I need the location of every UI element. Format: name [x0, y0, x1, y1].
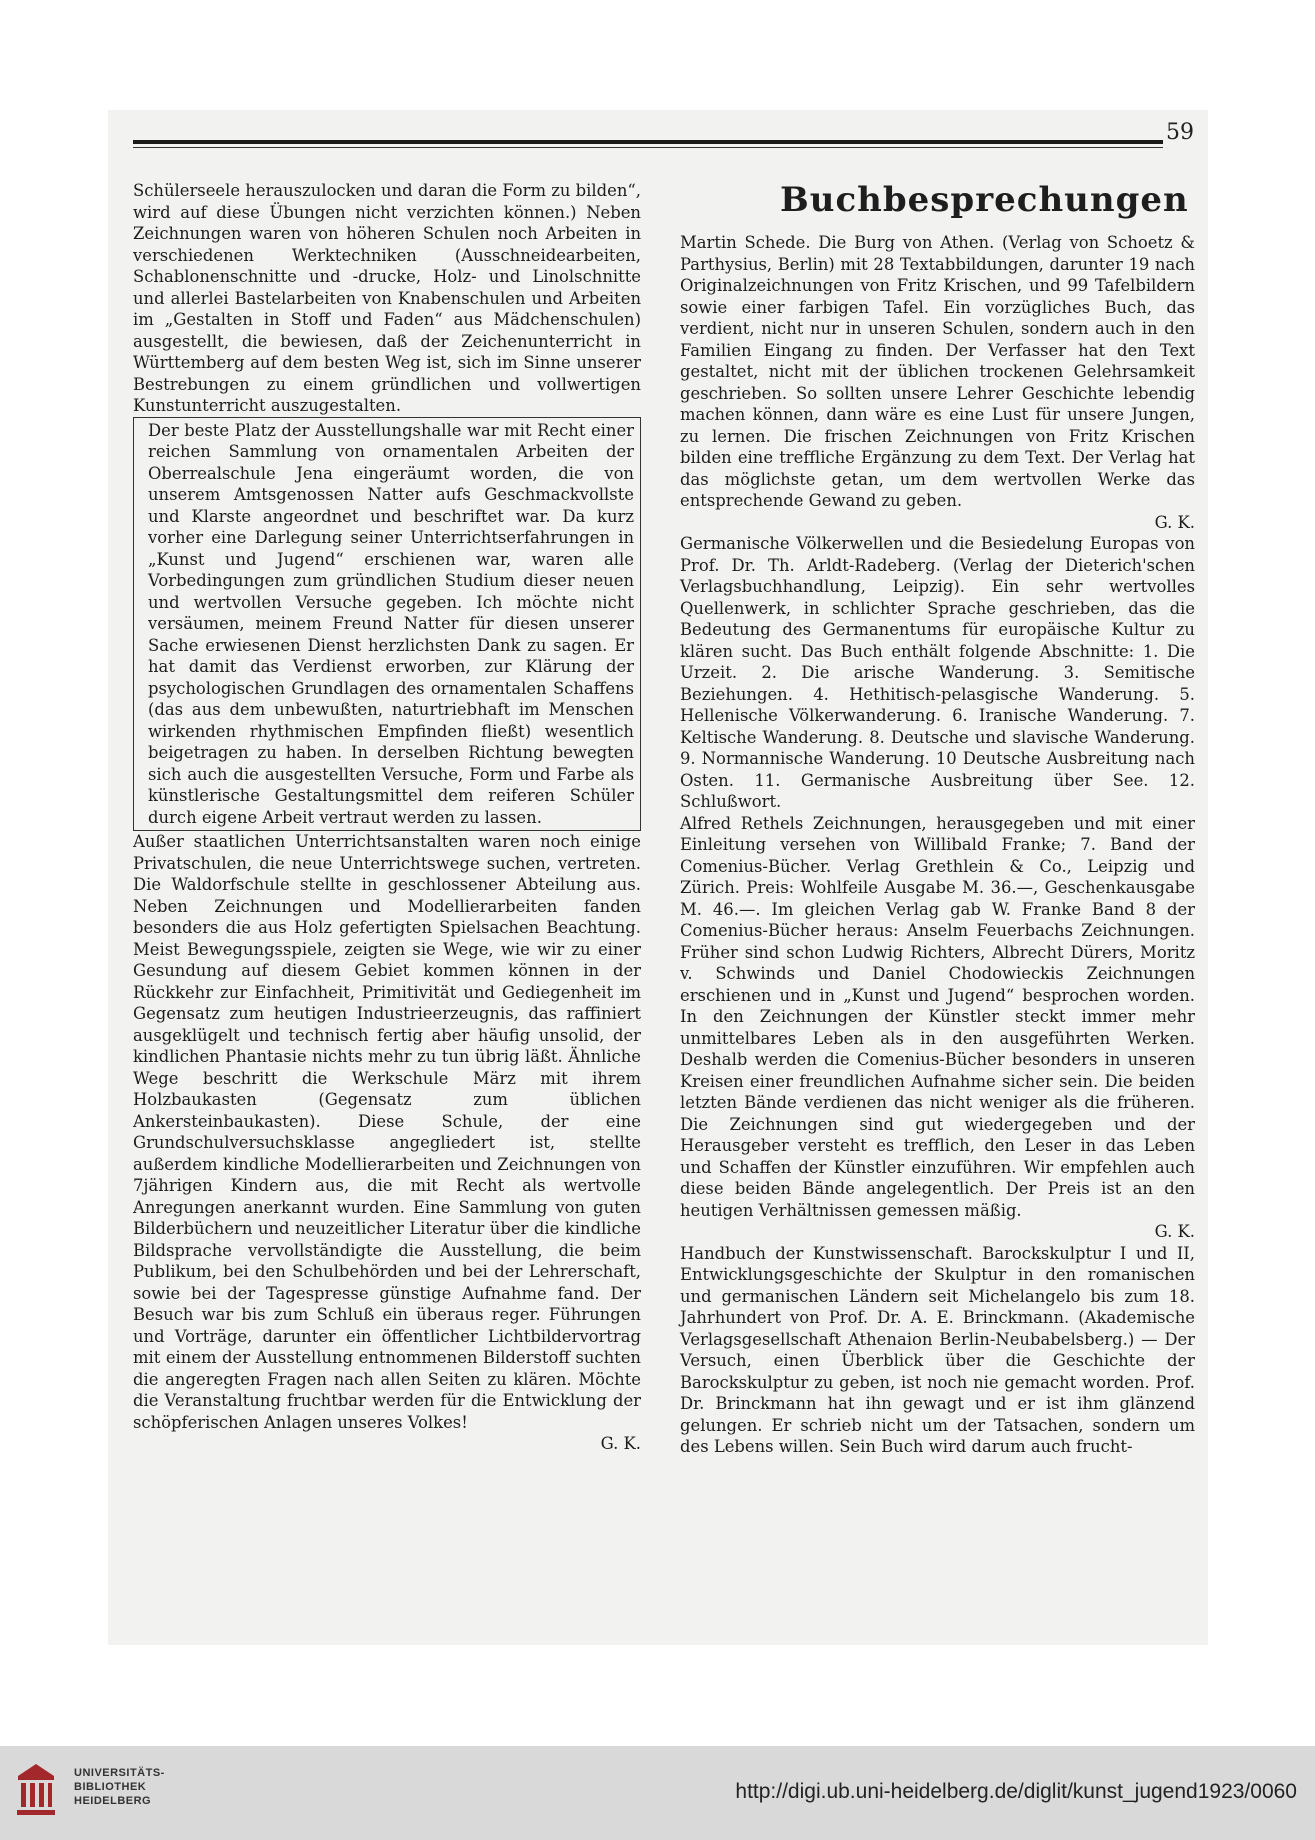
- section-heading: Buchbesprechungen: [780, 180, 1189, 220]
- page-number: 59: [1166, 120, 1194, 145]
- review-1: Martin Schede. Die Burg von Athen. (Verlag von Schoetz & Parthysius, Berlin) mit 28 Textabbildungen, darunter 19 nach Originalzeichnungen von Fritz Krischen, und 99 Tafelbildern sowie einer farbigen Tafel. Ein vorzügliches Buch, das verdient, nicht nur in unseren Schulen, sondern auch in den Familien Eingang zu finden. Der Verfasser hat den Text gestaltet, nicht mit der üblichen trockenen Gelehrsamkeit geschrieben. So sollten unsere Lehrer Geschichte lebendig machen können, dann wäre es eine Lust für unsere Jungen, zu lernen. Die frischen Zeichnungen von Fritz Krischen bilden eine treffliche Ergänzung zu dem Text. Der Verlag hat das möglichste getan, um dem wertvollen Werke das entsprechende Gewand zu geben.: [680, 233, 1195, 510]
- left-signature: G. K.: [600, 1434, 641, 1453]
- left-paragraph-3: Außer staatlichen Unterrichtsanstalten waren noch einige Privatschulen, die neue Unterrichtswege suchen, vertreten. Die Waldorfschule stellte in geschlossener Abteilung aus. Neben Zeichnungen und Modellierarbeiten fanden besonders die aus Holz gefertigten Spielsachen Beachtung. Meist Bewegungsspiele, zeigten sie Wege, wie wir zu einer Gesundung auf diesem Gebiet kommen können in der Rückkehr zur Einfachheit, Primitivität und Gediegenheit im Gegensatz zum heutigen Industrieerzeugnis, das raffiniert ausgeklügelt und technisch fertig aber häufig unsolid, der kindlichen Phantasie nichts mehr zu tun übrig läßt. Ähnliche Wege beschritt die Werkschule März mit ihrem Holzbaukasten (Gegensatz zum üblichen Ankersteinbaukasten). Diese Schule, der eine Grundschulversuchsklasse angegliedert ist, stellte außerdem kindliche Modellierarbeiten und Zeichnungen von 7jährigen Kindern aus, die mit Recht als wertvolle Anregungen anerkannt wurden. Eine Sammlung von guten Bilderbüchern und neuzeitlicher Literatur über die kindliche Bildsprache vervollständigte die Ausstellung, die beim Publikum, bei den Schulbehörden und bei der Lehrerschaft, sowie bei der Tagespresse günstige Aufnahme fand. Der Besuch war bis zum Schluß ein überaus reger. Führungen und Vorträge, darunter ein öffentlicher Lichtbildervortrag mit einem der Ausstellung entnommenen Bilderstoff suchten die angeregten Fragen nach allen Seiten zu klären. Möchte die Veranstaltung fruchtbar werden für die Entwicklung der schöpferischen Anlagen unseres Volkes!: [133, 832, 641, 1432]
- review-1-signature: G. K.: [1154, 512, 1195, 532]
- review-3-signature: G. K.: [1154, 1222, 1195, 1241]
- review-4: Handbuch der Kunstwissenschaft. Barockskulptur I und II, Entwicklungsgeschichte der Skulptur in den romanischen und germanischen Ländern seit Michelangelo bis zum 18. Jahrhundert von Prof. Dr. A. E. Brinckmann. (Akademische Verlagsgesellschaft Athenaion Berlin-Neubabelsberg.) — Der Versuch, einen Überblick über die Geschichte der Barockskulptur zu geben, ist noch nie gemacht worden. Prof. Dr. Brinckmann hat ihn gewagt und er ist ihm glänzend gelungen. Er schrieb nicht um der Tatsachen, sondern um des Lebens willen. Sein Buch wird darum auch frucht-: [680, 1243, 1195, 1456]
- library-name-line-3: HEIDELBERG: [74, 1795, 152, 1807]
- library-footer: [0, 1746, 1315, 1840]
- source-url-link[interactable]: http://digi.ub.uni-heidelberg.de/diglit/kunst_jugend1923/0060: [735, 1780, 1297, 1803]
- library-name-line-1: UNIVERSITÄTS-: [74, 1767, 165, 1779]
- header-rule-thin: [133, 147, 1163, 148]
- left-column: [133, 180, 641, 1455]
- review-2: Germanische Völkerwellen und die Besiedelung Europas von Prof. Dr. Th. Arldt-Radeberg. (Verlag der Dieterich'schen Verlagsbuchhandlung, Leipzig). Ein sehr wertvolles Quellenwerk, in schlichter Sprache geschrieben, das die Bedeutung des Germanentums für europäische Kultur zu klären sucht. Das Buch enthält folgende Abschnitte: 1. Die Urzeit. 2. Die arische Wanderung. 3. Semitische Beziehungen. 4. Hethitisch-pelasgische Wanderung. 5. Hellenische Völkerwanderung. 6. Iranische Wanderung. 7. Keltische Wanderung. 8. Deutsche und slavische Wanderung. 9. Normannische Wanderung. 10 Deutsche Ausbreitung nach Osten. 11. Germanische Ausbreitung über See. 12. Schlußwort.: [680, 534, 1195, 811]
- left-paragraph-1: Schülerseele herauszulocken und daran die Form zu bilden“, wird auf diese Übungen nicht verzichten können.) Neben Zeichnungen waren von höheren Schulen noch Arbeiten in verschiedenen Werktechniken (Ausschneidearbeiten, Schablonenschnitte und -drucke, Holz- und Linolschnitte und allerlei Bastelarbeiten von Knabenschulen und Arbeiten im „Gestalten in Stoff und Faden“ aus Mädchenschulen) ausgestellt, die bewiesen, daß der Zeichenunterricht in Württemberg auf dem besten Weg ist, sich im Sinne unserer Bestrebungen zu einem gründlichen und vollwertigen Kunstunterricht auszugestalten.: [133, 181, 641, 415]
- review-3: Alfred Rethels Zeichnungen, herausgegeben und mit einer Einleitung versehen von Willibald Franke; 7. Band der Comenius-Bücher. Verlag Grethlein & Co., Leipzig und Zürich. Preis: Wohlfeile Ausgabe M. 36.—, Geschenkausgabe M. 46.—. Im gleichen Verlag gab W. Franke Band 8 der Comenius-Bücher heraus: Anselm Feuerbachs Zeichnungen. Früher sind schon Ludwig Richters, Albrecht Dürers, Moritz v. Schwinds und Daniel Chodowieckis Zeichnungen erschienen und in „Kunst und Jugend“ besprochen worden. In den Zeichnungen der Künstler steckt immer mehr unmittelbares Leben als in den ausgeführten Werken. Deshalb werden die Comenius-Bücher besonders in unseren Kreisen einer freundlichen Aufnahme sicher sein. Die beiden letzten Bände verdienen das nicht weniger als die früheren. Die Zeichnungen sind gut wiedergegeben und der Herausgeber versteht es trefflich, den Leser in das Leben und Schaffen der Künstler einzuführen. Wir empfehlen auch diese beiden Bände angelegentlich. Der Preis ist an den heutigen Verhältnissen gemessen mäßig.: [680, 813, 1195, 1220]
- left-paragraph-2-boxed: Der beste Platz der Ausstellungshalle war mit Recht einer reichen Sammlung von ornamentalen Arbeiten der Oberrealschule Jena eingeräumt worden, die von unserem Amtsgenossen Natter aufs Geschmackvollste und Klarste angeordnet und beschriftet war. Da kurz vorher eine Darlegung seiner Unterrichtserfahrungen in „Kunst und Jugend“ erschienen war, waren alle Vorbedingungen zum gründlichen Studium dieser neuen und wertvollen Versuche gegeben. Ich möchte nicht versäumen, meinem Freund Natter für diesen unserer Sache erwiesenen Dienst herzlichsten Dank zu sagen. Er hat damit das Verdienst erworben, zur Klärung der psychologischen Grundlagen des ornamentalen Schaffens (das aus dem unbewußten, naturtriebhaft im Menschen wirkenden rhythmischen Empfinden fließt) wesentlich beigetragen zu haben. In derselben Richtung bewegten sich auch die ausgestellten Versuche, Form und Farbe als künstlerische Gestaltungsmittel dem reiferen Schüler durch eigene Arbeit vertraut werden zu lassen.: [133, 417, 641, 832]
- library-name-line-2: BIBLIOTHEK: [74, 1781, 147, 1793]
- right-column: [680, 232, 1195, 1458]
- header-rule: [133, 140, 1163, 144]
- library-name: [74, 1766, 165, 1808]
- ub-heidelberg-logo-icon[interactable]: [14, 1760, 58, 1820]
